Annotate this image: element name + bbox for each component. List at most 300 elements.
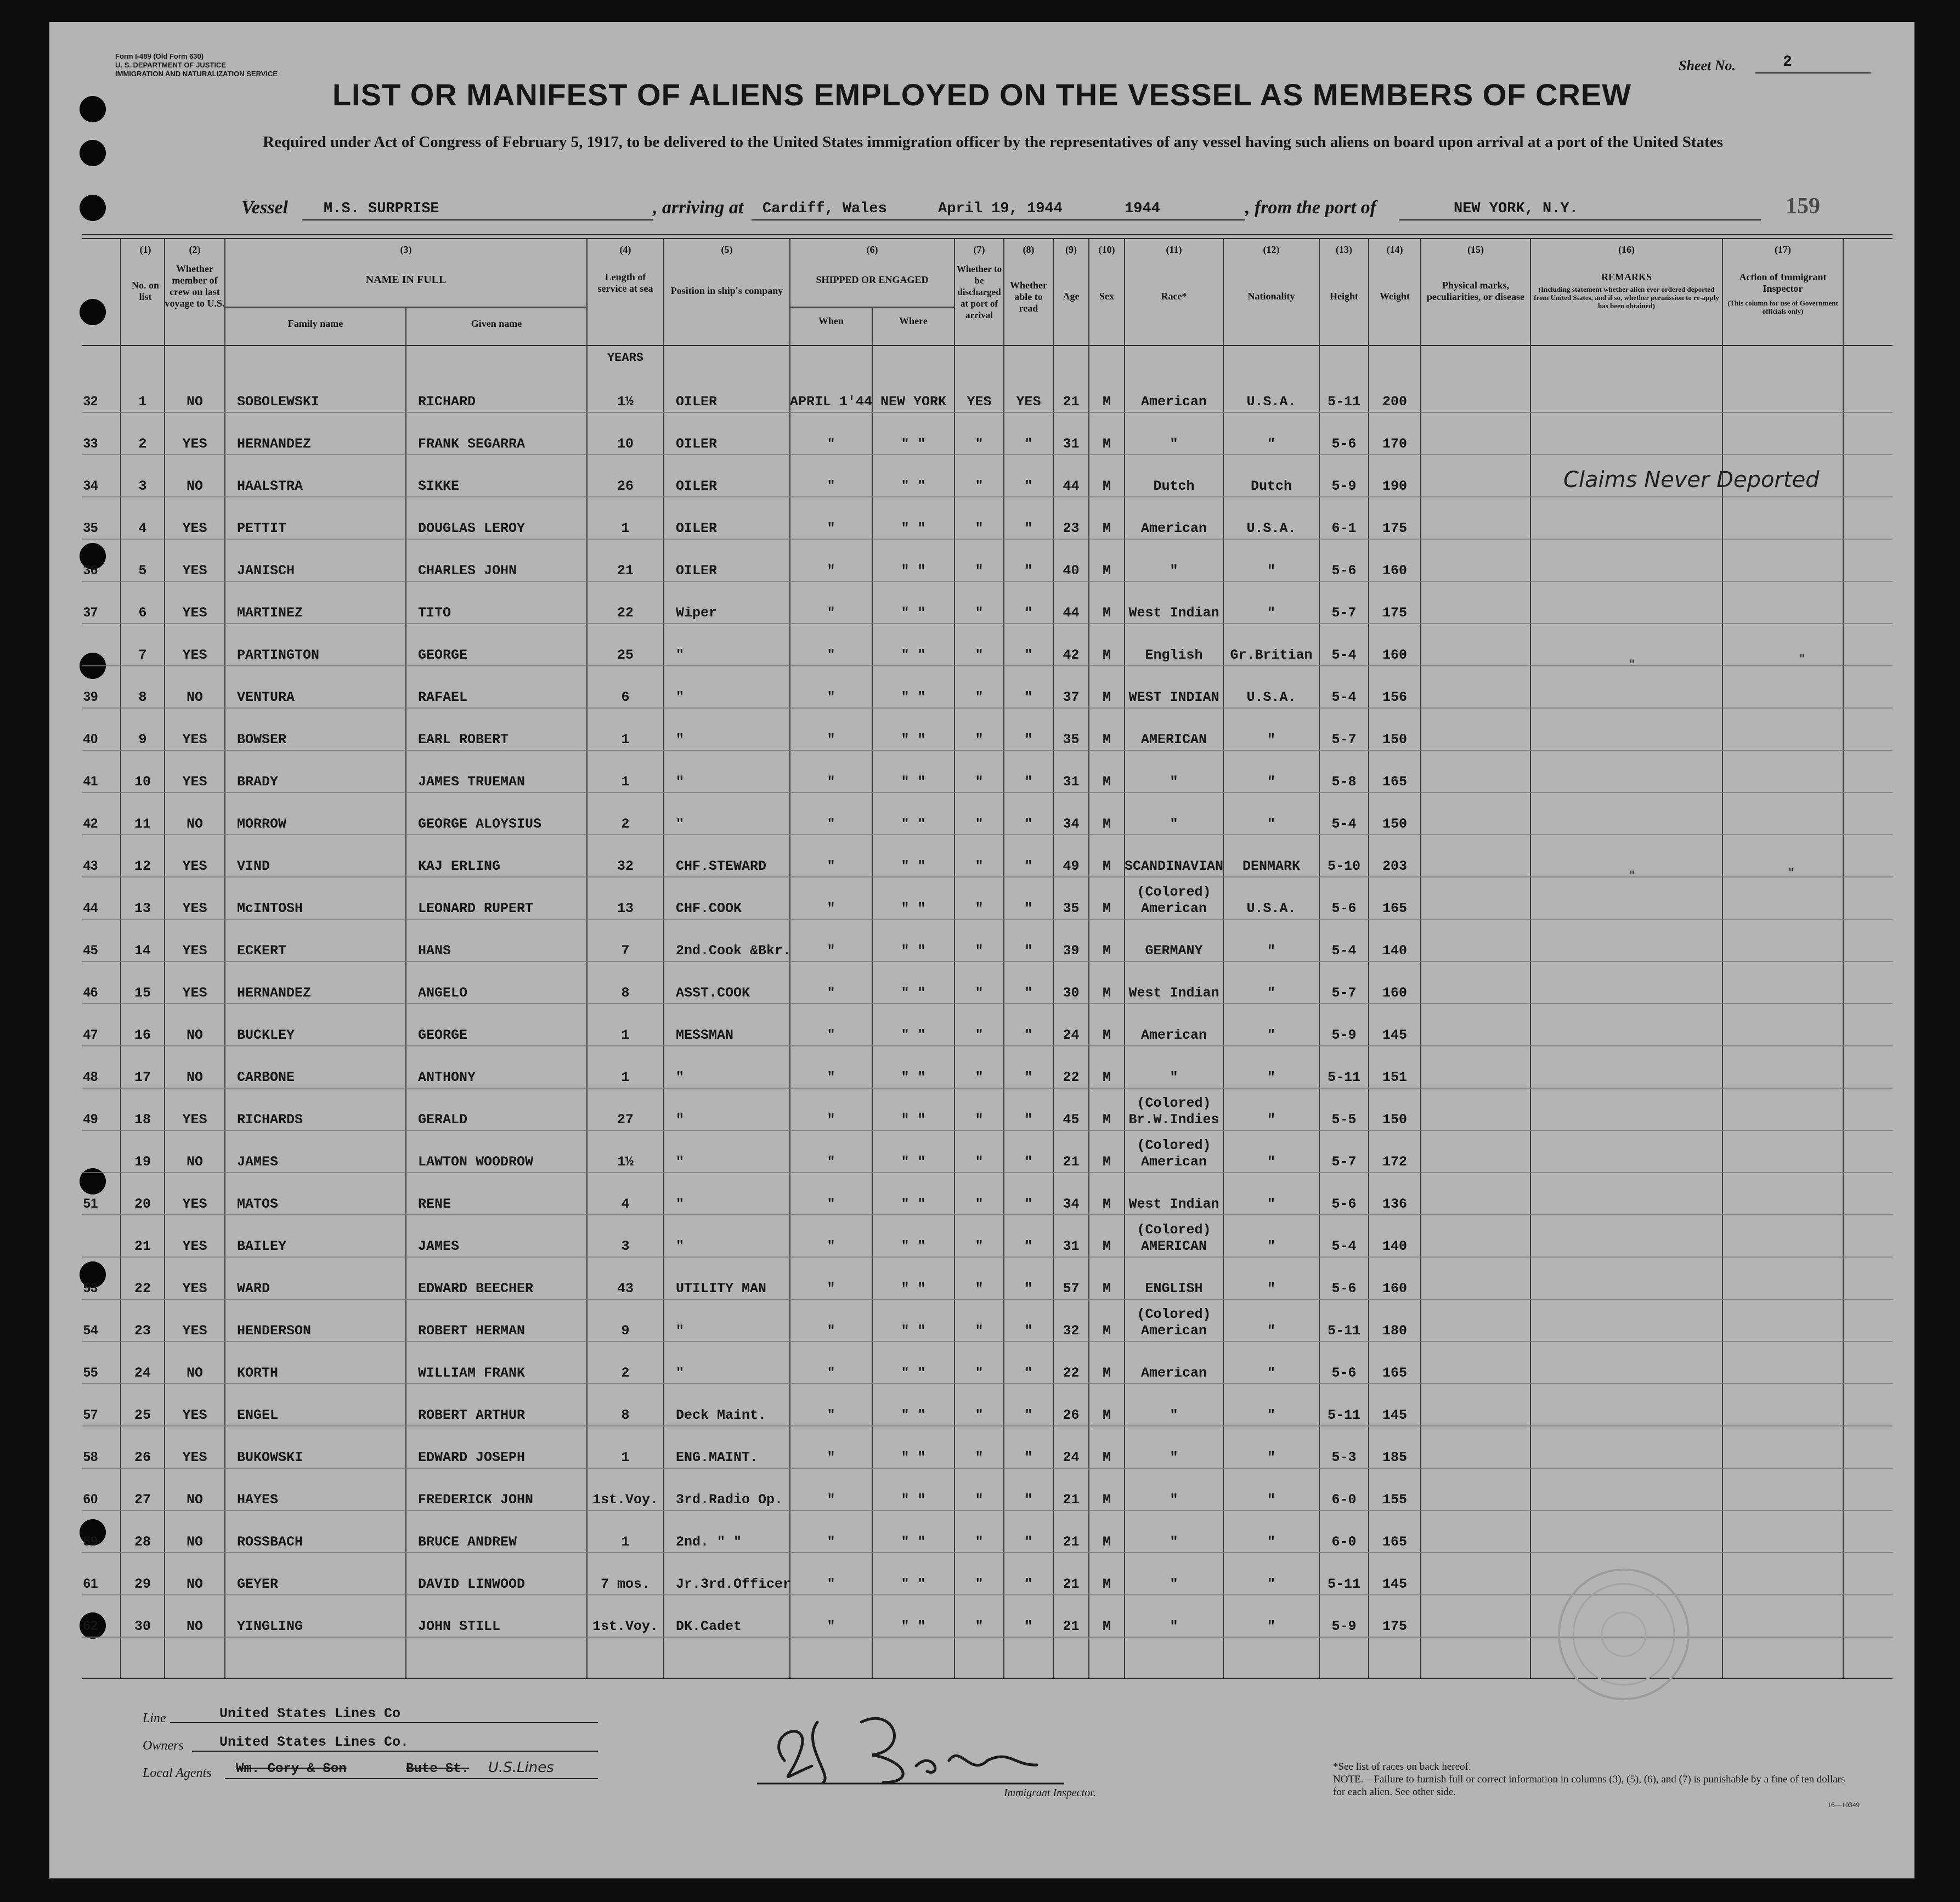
col-4-header: Length of service at sea: [597, 271, 653, 294]
discharged: ": [975, 436, 984, 452]
weight: 185: [1382, 1450, 1407, 1465]
nationality: ": [1267, 563, 1275, 579]
sex: M: [1102, 1534, 1111, 1550]
line-value: United States Lines Co: [219, 1706, 401, 1722]
service-name: IMMIGRATION AND NATURALIZATION SERVICE: [115, 70, 278, 78]
race: American: [1140, 901, 1207, 916]
shipped-when: ": [827, 1450, 835, 1465]
shipped-where: " ": [901, 1365, 926, 1381]
sex: M: [1102, 647, 1111, 663]
last-voyage: YES: [182, 732, 207, 748]
service-length: 25: [617, 647, 634, 663]
family-name-header: Family name: [287, 318, 343, 329]
position: ": [676, 774, 685, 790]
col-3-header: NAME IN FULL: [365, 274, 447, 286]
from-port: NEW YORK, N.Y.: [1454, 201, 1578, 217]
race: English: [1145, 647, 1203, 663]
weight: 175: [1382, 605, 1407, 621]
margin-number: 32: [83, 394, 98, 409]
race: ENGLISH: [1145, 1281, 1203, 1297]
given-name: JAMES: [418, 1238, 460, 1254]
nationality: ": [1267, 1027, 1275, 1043]
nationality: ": [1267, 1069, 1275, 1085]
margin-number: 43: [83, 858, 98, 873]
shipped-when: ": [827, 901, 835, 916]
sex: M: [1102, 689, 1111, 705]
weight: 165: [1382, 1534, 1407, 1550]
service-length: 6: [621, 689, 630, 705]
discharged: ": [975, 858, 984, 874]
family-name: KORTH: [237, 1365, 279, 1381]
discharged: ": [975, 901, 984, 916]
margin-number: 49: [83, 1112, 98, 1127]
age: 31: [1063, 1238, 1080, 1254]
age: 35: [1063, 732, 1080, 748]
given-name: EARL ROBERT: [418, 732, 509, 748]
nationality: ": [1267, 1450, 1275, 1465]
sex: M: [1102, 1027, 1111, 1043]
col-1-header: No. on list: [131, 280, 159, 302]
department-name: U. S. DEPARTMENT OF JUSTICE: [115, 61, 226, 69]
page-subtitle: Required under Act of Congress of February 5, 1917, to be delivered to the United States immigration officer by the representatives of any vessel having such aliens on board upon arrival at a port of the United States: [263, 133, 1723, 151]
action-note: (This column for use of Government officials only): [1727, 299, 1838, 315]
nationality: ": [1267, 1618, 1275, 1634]
agents-handwritten: U.S.Lines: [488, 1759, 554, 1776]
service-length: 26: [617, 478, 634, 494]
weight: 160: [1382, 1281, 1407, 1297]
margin-number: 54: [83, 1323, 98, 1338]
shipped-when: ": [827, 1069, 835, 1085]
given-name: ANGELO: [418, 985, 468, 1001]
able-to-read: ": [1024, 901, 1033, 916]
race: ": [1170, 1534, 1178, 1550]
race: ": [1170, 1576, 1178, 1592]
col-17-num: (17): [1775, 244, 1791, 255]
discharged: ": [975, 647, 984, 663]
nationality: ": [1267, 1407, 1275, 1423]
weight: 165: [1382, 901, 1407, 916]
shipped-when: ": [827, 647, 835, 663]
service-length: 8: [621, 1407, 630, 1423]
height: 5-11: [1327, 1407, 1360, 1423]
col-7-header: Whether to be discharged at port of arrival: [956, 264, 1002, 320]
last-voyage: YES: [182, 985, 207, 1001]
race: ": [1170, 1069, 1178, 1085]
age: 24: [1063, 1450, 1080, 1465]
discharged: ": [975, 1238, 984, 1254]
given-name: HANS: [418, 943, 451, 959]
service-length: 27: [617, 1112, 634, 1128]
able-to-read: ": [1024, 1534, 1033, 1550]
able-to-read: ": [1024, 1618, 1033, 1634]
sex: M: [1102, 1323, 1111, 1339]
weight: 165: [1382, 1365, 1407, 1381]
position: ": [676, 1069, 685, 1085]
margin-number: 47: [83, 1027, 98, 1042]
last-voyage: YES: [182, 1196, 207, 1212]
shipped-where: " ": [901, 1407, 926, 1423]
discharged: ": [975, 1534, 984, 1550]
col-9-header: Age: [1063, 291, 1080, 302]
shipped-when: ": [827, 816, 835, 832]
service-length: 4: [621, 1196, 630, 1212]
weight: 145: [1382, 1407, 1407, 1423]
sex: M: [1102, 1407, 1111, 1423]
from-port-label: , from the port of: [1245, 197, 1376, 218]
age: 35: [1063, 901, 1080, 916]
nationality: ": [1267, 732, 1275, 748]
shipped-where: " ": [901, 1492, 926, 1508]
height: 5-4: [1331, 647, 1357, 663]
col-11-header: Race*: [1161, 291, 1187, 302]
discharged: ": [975, 943, 984, 959]
height: 5-4: [1331, 689, 1357, 705]
margin-number: 59: [83, 1534, 98, 1549]
stamp-number: 159: [1786, 194, 1820, 219]
age: 31: [1063, 436, 1080, 452]
shipped-when: ": [827, 1281, 835, 1297]
service-length: 1st.Voy.: [592, 1492, 659, 1508]
races-note: *See list of races on back hereof.: [1333, 1761, 1471, 1773]
sex: M: [1102, 943, 1111, 959]
col-5-num: (5): [721, 244, 733, 255]
nationality: U.S.A.: [1246, 901, 1296, 916]
given-name: SIKKE: [418, 478, 460, 494]
age: 37: [1063, 689, 1080, 705]
height: 5-9: [1331, 1618, 1357, 1634]
able-to-read: ": [1024, 605, 1033, 621]
nationality: ": [1267, 1281, 1275, 1297]
position: ": [676, 689, 685, 705]
nationality: ": [1267, 943, 1275, 959]
sex: M: [1102, 816, 1111, 832]
shipped-where: " ": [901, 605, 926, 621]
age: 23: [1063, 520, 1080, 536]
given-name: BRUCE ANDREW: [418, 1534, 517, 1550]
sex: M: [1102, 394, 1111, 410]
shipped-where: " ": [901, 1196, 926, 1212]
list-number: 1: [138, 394, 147, 410]
margin-number: 41: [83, 774, 98, 789]
list-number: 20: [134, 1196, 151, 1212]
punch-hole: [80, 653, 106, 679]
list-number: 19: [134, 1154, 151, 1170]
last-voyage: YES: [182, 647, 207, 663]
col-11-num: (11): [1166, 244, 1182, 255]
service-length: 7: [621, 943, 630, 959]
position: 2nd. " ": [676, 1534, 742, 1550]
shipped-where: " ": [901, 774, 926, 790]
sex: M: [1102, 605, 1111, 621]
shipped-when: ": [827, 563, 835, 579]
position: ": [676, 1154, 685, 1170]
service-length: 1: [621, 1450, 630, 1465]
line-label: Line: [143, 1711, 166, 1725]
sex: M: [1102, 1238, 1111, 1254]
when-header: When: [818, 315, 844, 326]
sex: M: [1102, 1618, 1111, 1634]
race: Br.W.Indies: [1128, 1112, 1219, 1128]
height: 5-7: [1331, 732, 1357, 748]
discharged: ": [975, 1069, 984, 1085]
age: 21: [1063, 1492, 1080, 1508]
discharged: ": [975, 985, 984, 1001]
race: ": [1170, 1618, 1178, 1634]
position: OILER: [676, 436, 718, 452]
inspector-label: Immigrant Inspector.: [1004, 1787, 1096, 1799]
discharged: ": [975, 1450, 984, 1465]
shipped-when: ": [827, 1618, 835, 1634]
given-name: FREDERICK JOHN: [418, 1492, 534, 1508]
shipped-when: ": [827, 1027, 835, 1043]
age: 30: [1063, 985, 1080, 1001]
list-number: 9: [138, 732, 147, 748]
service-length: 2: [621, 816, 630, 832]
sex: M: [1102, 436, 1111, 452]
col-3-num: (3): [400, 244, 412, 255]
service-length: 1: [621, 1027, 630, 1043]
list-number: 24: [134, 1365, 151, 1381]
margin-number: 53: [83, 1281, 98, 1295]
last-voyage: YES: [182, 1238, 207, 1254]
able-to-read: ": [1024, 1069, 1033, 1085]
official-seal: [1552, 1563, 1695, 1706]
given-name: GEORGE ALOYSIUS: [418, 816, 542, 832]
position: OILER: [676, 478, 718, 494]
shipped-when: ": [827, 1154, 835, 1170]
able-to-read: YES: [1016, 394, 1041, 410]
shipped-where: " ": [901, 1450, 926, 1465]
race: ": [1170, 436, 1178, 452]
list-number: 25: [134, 1407, 151, 1423]
height: 5-7: [1331, 985, 1357, 1001]
last-voyage: YES: [182, 1281, 207, 1297]
remark-row-3: Claims Never Deported: [1563, 467, 1820, 493]
position: ENG.MAINT.: [676, 1450, 759, 1465]
margin-number: 46: [83, 985, 98, 1000]
race: AMERICAN: [1140, 732, 1207, 748]
shipped-where: " ": [901, 1112, 926, 1128]
family-name: VIND: [237, 858, 270, 874]
family-name: HERNANDEZ: [237, 436, 312, 452]
weight: 150: [1382, 816, 1407, 832]
list-number: 22: [134, 1281, 151, 1297]
shipped-where: " ": [901, 1238, 926, 1254]
height: 5-4: [1331, 943, 1357, 959]
weight: 151: [1382, 1069, 1407, 1085]
last-voyage: YES: [182, 774, 207, 790]
service-length: 10: [617, 436, 634, 452]
family-name: YINGLING: [237, 1618, 303, 1634]
position: ": [676, 1238, 685, 1254]
remark-ditto: ": [1629, 869, 1635, 883]
nationality: ": [1267, 1238, 1275, 1254]
weight: 160: [1382, 647, 1407, 663]
shipped-where: " ": [901, 689, 926, 705]
family-name: PARTINGTON: [237, 647, 320, 663]
age: 49: [1063, 858, 1080, 874]
able-to-read: ": [1024, 774, 1033, 790]
arrival-port: Cardiff, Wales: [762, 201, 887, 217]
age: 31: [1063, 774, 1080, 790]
service-length: 1: [621, 1534, 630, 1550]
last-voyage: YES: [182, 436, 207, 452]
shipped-where: " ": [901, 563, 926, 579]
age: 21: [1063, 1154, 1080, 1170]
list-number: 29: [134, 1576, 151, 1592]
shipped-where: " ": [901, 816, 926, 832]
col-2-num: (2): [189, 244, 201, 255]
age: 21: [1063, 1576, 1080, 1592]
last-voyage: YES: [182, 858, 207, 874]
margin-number: 42: [83, 816, 98, 831]
last-voyage: NO: [186, 1492, 203, 1508]
age: 40: [1063, 563, 1080, 579]
position: 2nd.Cook &Bkr.: [676, 943, 792, 959]
position: ASST.COOK: [676, 985, 750, 1001]
owners-label: Owners: [143, 1739, 184, 1753]
height: 5-9: [1331, 478, 1357, 494]
family-name: BRADY: [237, 774, 279, 790]
given-name: LAWTON WOODROW: [418, 1154, 534, 1170]
weight: 175: [1382, 520, 1407, 536]
remark-ditto: ": [1629, 658, 1635, 672]
col-6-header: SHIPPED OR ENGAGED: [816, 274, 929, 285]
shipped-where: " ": [901, 1323, 926, 1339]
action-ditto: ": [1799, 653, 1805, 666]
shipped-when: APRIL 1'44: [790, 394, 873, 410]
able-to-read: ": [1024, 1492, 1033, 1508]
age: 26: [1063, 1407, 1080, 1423]
shipped-when: ": [827, 943, 835, 959]
family-name: WARD: [237, 1281, 270, 1297]
agents-street: Bute St.: [406, 1762, 470, 1776]
position: MESSMAN: [676, 1027, 734, 1043]
list-number: 28: [134, 1534, 151, 1550]
able-to-read: ": [1024, 1154, 1033, 1170]
race: American: [1140, 1154, 1207, 1170]
able-to-read: ": [1024, 1450, 1033, 1465]
height: 5-11: [1327, 1069, 1360, 1085]
discharged: ": [975, 1323, 984, 1339]
able-to-read: ": [1024, 858, 1033, 874]
height: 6-1: [1331, 520, 1357, 536]
page-title: LIST OR MANIFEST OF ALIENS EMPLOYED ON THE VESSEL AS MEMBERS OF CREW: [332, 77, 1632, 112]
family-name: RICHARDS: [237, 1112, 303, 1128]
able-to-read: ": [1024, 1576, 1033, 1592]
weight: 165: [1382, 774, 1407, 790]
age: 44: [1063, 478, 1080, 494]
service-length: 9: [621, 1323, 630, 1339]
position: ": [676, 1112, 685, 1128]
last-voyage: NO: [186, 1027, 203, 1043]
col-6-num: (6): [866, 244, 878, 255]
able-to-read: ": [1024, 436, 1033, 452]
race: ": [1170, 1407, 1178, 1423]
able-to-read: ": [1024, 478, 1033, 494]
height: 5-6: [1331, 1196, 1357, 1212]
sex: M: [1102, 985, 1111, 1001]
punch-hole: [80, 195, 106, 221]
family-name: VENTURA: [237, 689, 295, 705]
family-name: MATOS: [237, 1196, 279, 1212]
sex: M: [1102, 858, 1111, 874]
height: 6-0: [1331, 1534, 1357, 1550]
service-length: 43: [617, 1281, 634, 1297]
col-5-header: Position in ship's company: [670, 285, 783, 296]
age: 32: [1063, 1323, 1080, 1339]
list-number: 6: [138, 605, 147, 621]
position: Deck Maint.: [676, 1407, 767, 1423]
nationality: ": [1267, 1112, 1275, 1128]
given-name: JOHN STILL: [418, 1618, 501, 1634]
weight: 160: [1382, 563, 1407, 579]
able-to-read: ": [1024, 689, 1033, 705]
age: 42: [1063, 647, 1080, 663]
col-2-header: Whether member of crew on last voyage to U.S.: [165, 263, 225, 309]
list-number: 11: [134, 816, 151, 832]
margin-number: 61: [83, 1576, 98, 1591]
discharged: ": [975, 1112, 984, 1128]
nationality: Gr.Britian: [1230, 647, 1313, 663]
family-name: SOBOLEWSKI: [237, 394, 320, 410]
form-number: Form I-489 (Old Form 630): [115, 52, 204, 60]
shipped-where: " ": [901, 478, 926, 494]
position: Wiper: [676, 605, 718, 621]
weight: 200: [1382, 394, 1407, 410]
age: 21: [1063, 1534, 1080, 1550]
margin-number: 45: [83, 943, 98, 958]
col-13-num: (13): [1336, 244, 1352, 255]
print-code: 16—10349: [1827, 1801, 1860, 1809]
last-voyage: YES: [182, 1450, 207, 1465]
sex: M: [1102, 1576, 1111, 1592]
able-to-read: ": [1024, 1407, 1033, 1423]
list-number: 23: [134, 1323, 151, 1339]
last-voyage: YES: [182, 1323, 207, 1339]
discharged: ": [975, 689, 984, 705]
sex: M: [1102, 1112, 1111, 1128]
col-7-num: (7): [973, 244, 985, 255]
last-voyage: YES: [182, 1112, 207, 1128]
margin-number: 51: [83, 1196, 98, 1211]
sex: M: [1102, 1196, 1111, 1212]
shipped-when: ": [827, 605, 835, 621]
height: 5-4: [1331, 816, 1357, 832]
shipped-when: ": [827, 1365, 835, 1381]
nationality: ": [1267, 1534, 1275, 1550]
last-voyage: YES: [182, 901, 207, 916]
able-to-read: ": [1024, 1238, 1033, 1254]
height: 5-10: [1327, 858, 1360, 874]
given-name: DAVID LINWOOD: [418, 1576, 526, 1592]
years-label: YEARS: [607, 351, 643, 365]
given-name: EDWARD BEECHER: [418, 1281, 534, 1297]
action-ditto: ": [1788, 867, 1794, 880]
shipped-when: ": [827, 985, 835, 1001]
inspector-signature: [752, 1700, 1070, 1793]
sex: M: [1102, 563, 1111, 579]
able-to-read: ": [1024, 647, 1033, 663]
discharged: ": [975, 478, 984, 494]
col-13-header: Height: [1330, 291, 1358, 302]
sex: M: [1102, 520, 1111, 536]
last-voyage: YES: [182, 563, 207, 579]
race: WEST INDIAN: [1128, 689, 1219, 705]
last-voyage: NO: [186, 816, 203, 832]
sheet-number-value: 2: [1783, 54, 1792, 71]
shipped-where: " ": [901, 985, 926, 1001]
